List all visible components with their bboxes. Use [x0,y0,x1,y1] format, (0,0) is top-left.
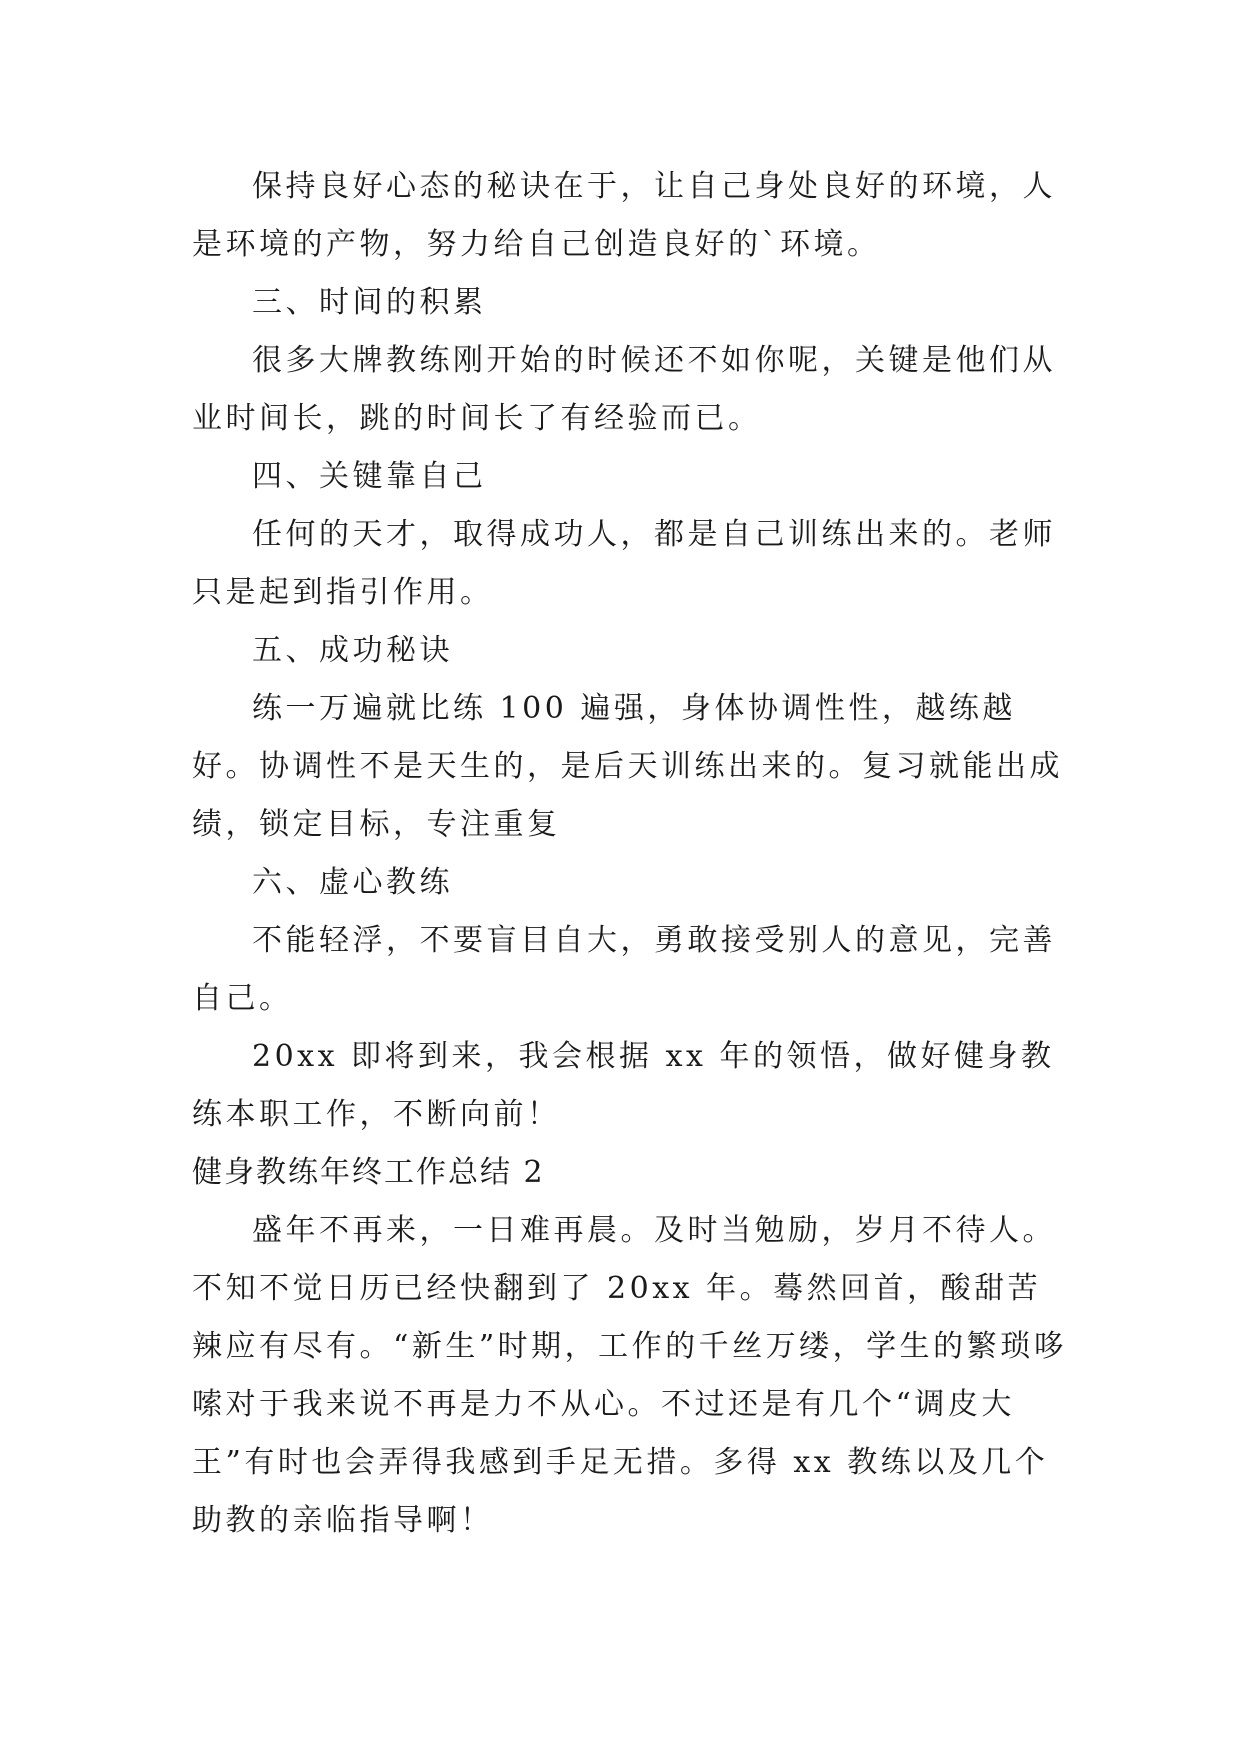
heading-humble-coach: 六、虚心教练 [252,865,453,900]
paragraph-outlook: 20xx 即将到来，我会根据 xx 年的领悟，做好健身教练本职工作，不断向前！ [192,1039,1055,1132]
paragraph-year-review: 盛年不再来，一日难再晨。及时当勉励，岁月不待人。不知不觉日历已经快翻到了 20xx 年。蓦然回首，酸甜苦辣应有尽有。“新生”时期，工作的千丝万缕，学生的繁琐哆嗦对于我来说不再是力不从心。不过还是有几个“调皮大王”有时也会弄得我感到手足无措。多得 xx 教练以及几个助教的亲临指导啊！ [192,1213,1068,1538]
paragraph-practice: 练一万遍就比练 100 遍强，身体协调性性，越练越好。协调性不是天生的，是后天训练出来的。复习就能出成绩，锁定目标，专注重复 [192,691,1063,842]
heading-time-accumulation: 三、时间的积累 [252,285,487,320]
heading-rely-on-self: 四、关键靠自己 [252,459,487,494]
document-body [192,158,1072,1550]
paragraph-genius: 任何的天才，取得成功人，都是自己训练出来的。老师只是起到指引作用。 [192,517,1056,610]
paragraph-humility: 不能轻浮，不要盲目自大，勇敢接受别人的意见，完善自己。 [192,923,1056,1016]
heading-success-secret: 五、成功秘诀 [252,633,453,668]
paragraph-mindset: 保持良好心态的秘诀在于，让自己身处良好的环境，人是环境的产物，努力给自己创造良好的`环境。 [192,169,1056,262]
section-title-summary-2: 健身教练年终工作总结 2 [192,1155,545,1190]
paragraph-big-coaches: 很多大牌教练刚开始的时候还不如你呢，关键是他们从业时间长，跳的时间长了有经验而已。 [192,343,1056,436]
